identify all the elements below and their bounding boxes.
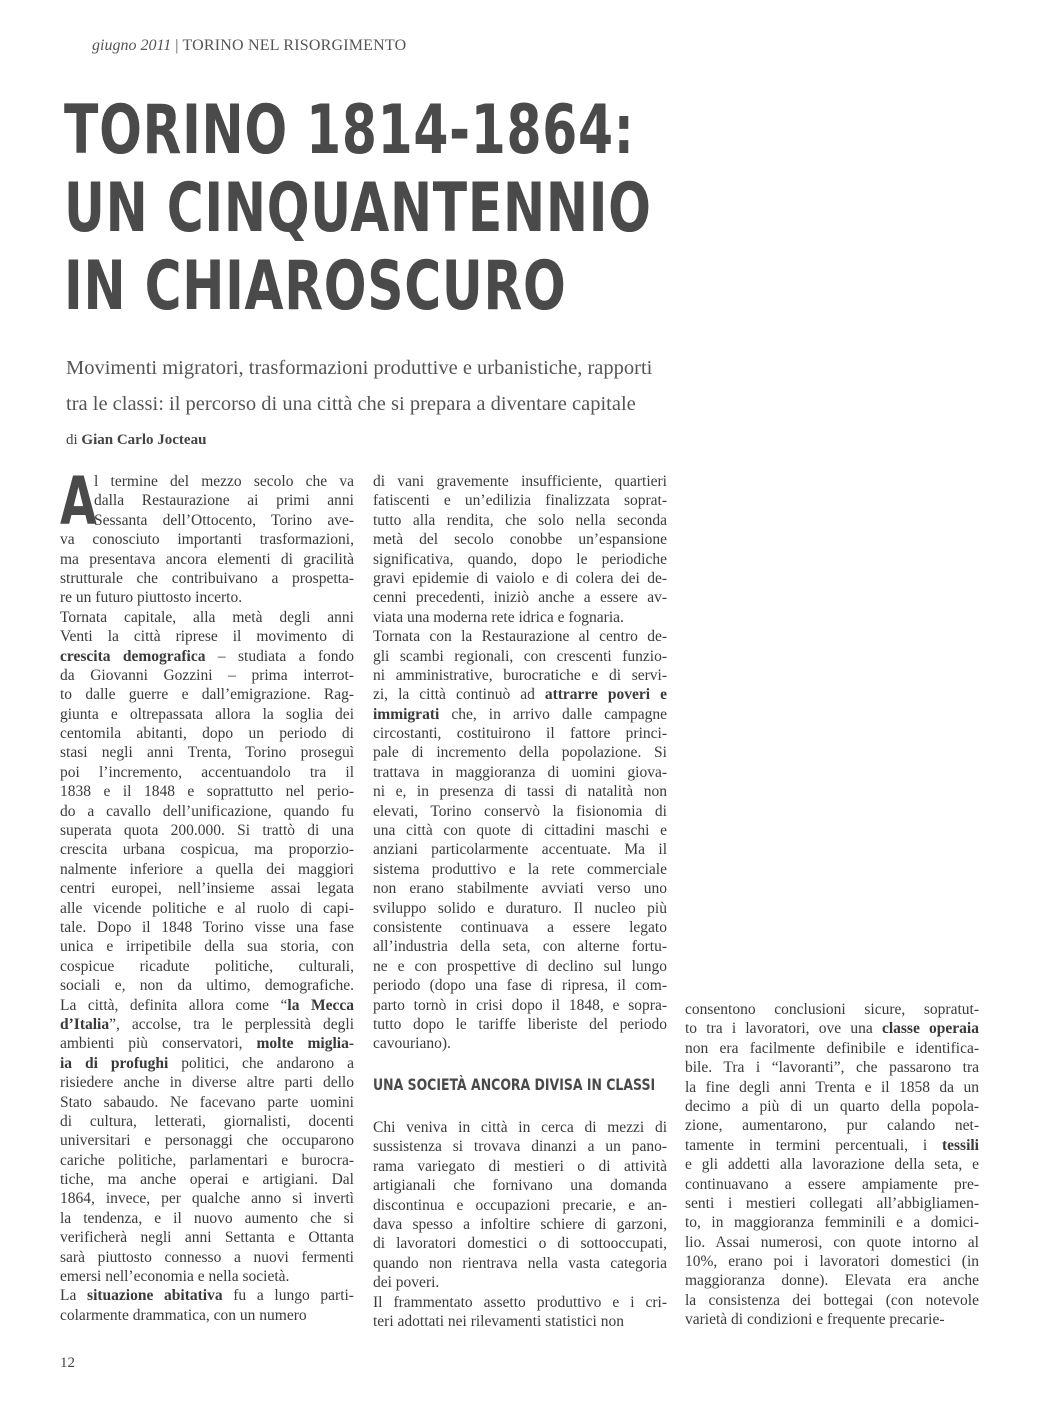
text-line: tale. Dopo il 1848 Torino visse una fase [60,918,354,936]
text-line: anziani particolarmente accentuate. Ma il [373,841,667,859]
subtitle-line-1: Movimenti migratori, trasformazioni produttive e urbanistiche, rapporti [66,357,653,379]
text-line: discontinua e occupazioni precarie, e an- [373,1196,667,1214]
text-line: sarà piuttosto connesso a nuovi fermenti [60,1248,354,1266]
text-line: risiedere anche in diverse altre parti dello [60,1074,354,1092]
text-line: superata quota 200.000. Si trattò di una [60,822,354,840]
text-line: la consistenza dei bottegai (con notevole [685,1291,979,1309]
text-line: cavouriano). [373,1035,451,1053]
text-line: la fine degli anni Trenta e il 1858 da un [685,1078,979,1096]
text-line: La situazione abitativa fu a lungo parti- [60,1287,354,1305]
text-line: immigrati che, in arrivo dalle campagne [373,705,667,723]
column-2 [373,472,667,1054]
text-line: Chi veniva in città in cerca di mezzi di [373,1119,667,1136]
text-line: elevati, Torino conservò la fisionomia di [373,802,667,820]
text-line: una città con quote di cittadini maschi e [373,822,667,840]
text-line: ambienti più conservatori, molte miglia- [60,1035,354,1053]
text-line: centomila abitanti, dopo un periodo di [60,725,354,743]
text-line: cenni precedenti, iniziò anche a essere av- [373,589,667,607]
text-line: dava spesso a infoltire schiere di garzoni, [373,1215,667,1233]
text-line: to tra i lavoratori, ove una classe operaia [685,1020,979,1038]
text-line: gravi epidemie di vaiolo e di colera dei de- [373,569,667,587]
text-line: dei poveri. [373,1274,440,1292]
text-line: ma presentava ancora elementi di gracilità [60,550,354,568]
text-line: senti i mestieri collegati all’abbigliamen- [685,1194,979,1212]
byline [66,432,206,449]
text-line: circostanti, costituirono il fattore princi- [373,725,667,743]
text-line: cospicue ricadute politiche, culturali, [60,957,354,975]
text-line: cariche politiche, parlamentari e burocra- [60,1151,354,1169]
text-line: crescita demografica – studiata a fondo [60,647,354,665]
article-subtitle [66,350,686,422]
text-line: maggioranza donne). Elevata era anche [685,1272,979,1290]
text-line: ni e, in presenza di tassi di natalità non [373,783,667,801]
text-line: l termine del mezzo secolo che va [94,473,354,490]
text-line: la tendenza, e il nuovo aumento che si [60,1209,354,1227]
text-line: La città, definita allora come “la Mecca [60,996,354,1014]
text-line: re un futuro piuttosto incerto. [60,589,243,607]
text-line: sviluppo solido e duraturo. Il nucleo più [373,899,667,917]
text-line: Sessanta dell’Ottocento, Torino ave- [94,511,354,529]
text-line: fatiscenti e un’edilizia finalizzata soprat- [373,492,667,510]
text-line: rama variegato di mestieri o di attività [373,1157,667,1175]
byline-prefix: di [66,432,78,448]
column-3 [685,1000,979,1330]
text-line: lio. Assai numerosi, con quote intorno al [685,1233,979,1251]
running-header [92,37,406,55]
text-line: unica e irripetibile della sua storia, con [60,938,354,956]
text-line: tutto alla rendita, che solo nella seconda [373,511,667,529]
text-line: metà del secolo conobbe un’espansione [373,531,667,549]
text-line: d’Italia”, accolse, tra le perplessità degli [60,1015,354,1033]
column-1 [60,463,354,1325]
text-line: sistema produttivo e la rete commerciale [373,860,667,878]
text-line: Stato sabaudo. Ne facevano parte uomini [60,1093,354,1111]
text-line: significativa, quando, dopo le periodiche [373,550,667,568]
text-line: 1864, invece, per qualche anno si invertì [60,1190,354,1208]
text-line: to dalle guerre e dall’emigrazione. Rag- [60,686,354,704]
text-line: colarmente drammatica, con un numero [60,1306,307,1324]
text-line: zione, aumentarono, pur calando net- [685,1117,979,1135]
section-name: TORINO NEL RISORGIMENTO [182,37,407,54]
text-line: di vani gravemente insufficiente, quartieri [373,473,667,490]
text-line: sussistenza si trovava dinanzi a un pano- [373,1138,667,1156]
header-separator: | [175,37,179,54]
text-line: parto tornò in crisi dopo il 1848, e sopra- [373,996,667,1014]
text-line: continuavano a essere ampiamente pre- [685,1175,979,1193]
text-line: non era facilmente definibile e identifica- [685,1039,979,1057]
text-line: poi l’incremento, accentuandolo tra il [60,763,354,781]
text-line: gli scambi regionali, con crescenti funzio- [373,647,667,665]
article-title [64,92,652,326]
subtitle-line-2: tra le classi: il percorso di una città che si prepara a diventare capitale [66,393,636,415]
text-line: pale di incremento della popolazione. Si [373,744,667,762]
text-line: all’industria della seta, con alterne fortu- [373,938,667,956]
text-line: non erano stabilmente avviati verso uno [373,880,667,898]
text-line: periodo (dopo una fase di ripresa, il com- [373,977,667,995]
text-line: ni amministrative, burocratiche e di servi- [373,666,667,684]
text-line: consistente continuava a essere legato [373,918,667,936]
text-line: tutto dopo le tariffe liberiste del periodo [373,1015,667,1033]
text-line: sociali e, non da ultimo, demografiche. [60,977,354,995]
text-line: teri adottati nei rilevamenti statistici non [373,1312,624,1330]
drop-cap: A [60,463,97,540]
text-line: artigianali che fornivano una domanda [373,1177,667,1195]
title-line-1: TORINO 1814-1864: [64,91,635,170]
text-line: tamente in termini percentuali, i tessili [685,1136,979,1154]
text-line: 1838 e il 1848 e soprattutto nel perio- [60,783,354,801]
text-line: bile. Tra i “lavoranti”, che passarono tra [685,1059,979,1077]
text-line: do a cavallo dell’unificazione, quando fu [60,802,354,820]
text-line: va conosciuto importanti trasformazioni, [60,531,354,549]
text-line: decimo a più di un quarto della popola- [685,1097,979,1115]
text-line: nalmente inferiore a quella dei maggiori [60,860,354,878]
section-heading: UNA SOCIETÀ ANCORA DIVISA IN CLASSI [373,1075,656,1094]
page-number: 12 [60,1355,75,1371]
text-line: ia di profughi politici, che andarono a [60,1054,354,1072]
text-line: viata una moderna rete idrica e fognaria. [373,608,624,626]
text-line: crescita urbana cospicua, ma proporzio- [60,841,354,859]
issue-date: giugno 2011 [92,37,172,54]
text-line: stasi negli anni Trenta, Torino proseguì [60,744,354,762]
text-line: e gli addetti alla lavorazione della seta, e [685,1156,979,1174]
title-line-2: UN CINQUANTENNIO [64,169,652,248]
text-line: dalla Restaurazione ai primi anni [94,492,354,510]
column-2-continued [373,1118,667,1331]
text-line: da Giovanni Gozzini – prima interrot- [60,666,354,684]
text-line: trattava in maggioranza di uomini giova- [373,763,667,781]
title-line-3: IN CHIAROSCURO [64,247,567,326]
text-line: Venti la città riprese il movimento di [60,628,354,646]
author-name: Gian Carlo Jocteau [81,432,207,448]
text-line: alle vicende politiche e al ruolo di capi- [60,899,354,917]
text-line: Tornata con la Restaurazione al centro de- [373,628,667,646]
text-line: tiche, ma anche operai e artigiani. Dal [60,1171,354,1189]
text-line: varietà di condizioni e frequente precarie- [685,1311,945,1329]
text-line: Tornata capitale, alla metà degli anni [60,608,354,626]
text-line: giunta e oltrepassata allora la soglia dei [60,705,354,723]
text-line: zi, la città continuò ad attrarre poveri e [373,686,667,704]
text-line: di lavoratori domestici o di sottooccupati, [373,1235,667,1253]
text-line: 10%, erano poi i lavoratori domestici (in [685,1253,979,1271]
text-line: universitari e personaggi che occuparono [60,1132,354,1150]
text-line: emersi nell’economia e nella società. [60,1268,290,1286]
text-line: verificherà negli anni Settanta e Ottanta [60,1229,354,1247]
text-line: di cultura, letterati, giornalisti, docenti [60,1112,354,1130]
text-line: strutturale che contribuivano a prospetta- [60,569,354,587]
text-line: Il frammentato assetto produttivo e i cri- [373,1293,667,1311]
text-line: quando non rientrava nella vasta categoria [373,1254,667,1272]
text-line: consentono conclusioni sicure, sopratut- [685,1001,979,1018]
text-line: ne e con prospettive di declino sul lungo [373,957,667,975]
text-line: to, in maggioranza femminili e a domici- [685,1214,979,1232]
text-line: centri europei, nell’insieme assai legata [60,880,354,898]
